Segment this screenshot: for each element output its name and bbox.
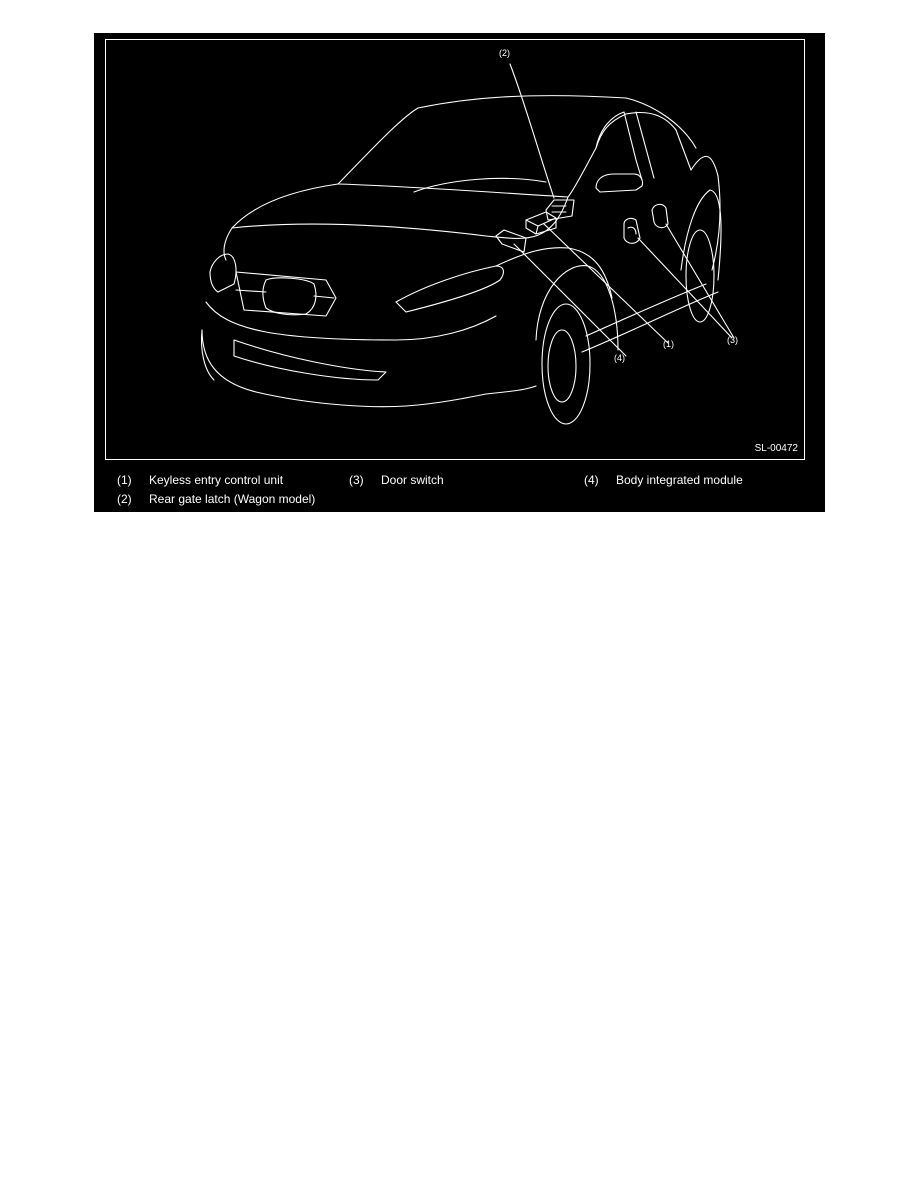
rear-wheel: [686, 230, 714, 322]
callout-1: (1): [663, 339, 674, 349]
rear-door-frame: [626, 113, 691, 170]
roof-outline: [338, 96, 696, 184]
headlight-left: [210, 254, 236, 292]
grille-inner: [263, 278, 316, 315]
leader-line-4: [514, 244, 626, 356]
leader-line-3b: [666, 224, 734, 338]
hood-front-edge: [224, 184, 338, 260]
bumper-lower: [202, 330, 486, 407]
leader-line-2: [510, 64, 554, 198]
door-switch-front: [624, 218, 640, 243]
rear-quarter: [691, 156, 720, 270]
car-line-drawing: [106, 40, 804, 459]
bumper-edge: [202, 330, 215, 380]
hood-crease: [232, 224, 486, 236]
body-integrated-module: [496, 230, 526, 252]
rear-wheel-arch: [681, 190, 721, 280]
callout-2: (2): [499, 48, 510, 58]
legend-number: (4): [584, 473, 599, 487]
windshield-base: [338, 184, 568, 197]
callout-4: (4): [614, 353, 625, 363]
legend-number: (3): [349, 473, 364, 487]
figure-frame: [105, 39, 805, 460]
legend-label: Body integrated module: [616, 473, 743, 487]
grille-bar: [236, 290, 334, 298]
a-pillar: [568, 114, 626, 197]
callout-3: (3): [727, 335, 738, 345]
cowl-line: [414, 178, 546, 192]
diagram-panel: [94, 33, 825, 512]
legend-number: (1): [117, 473, 132, 487]
bumper-intake: [234, 340, 386, 380]
legend-number: (2): [117, 492, 132, 506]
legend-label: Keyless entry control unit: [149, 473, 284, 487]
headlight-right: [396, 266, 503, 312]
rear-gate-latch-part: [546, 200, 574, 220]
side-mirror: [596, 174, 643, 192]
grille: [236, 272, 336, 316]
figure-id: SL-00472: [754, 443, 798, 454]
front-wheel-hub: [548, 330, 576, 402]
bumper-top: [206, 302, 496, 340]
front-door-frame: [596, 112, 642, 180]
body-side-lower: [486, 386, 536, 394]
leader-line-3a: [638, 238, 732, 338]
front-wheel: [542, 304, 590, 424]
legend-label: Rear gate latch (Wagon model): [149, 492, 316, 506]
leader-line-1: [544, 224, 668, 343]
legend-label: Door switch: [381, 473, 444, 487]
